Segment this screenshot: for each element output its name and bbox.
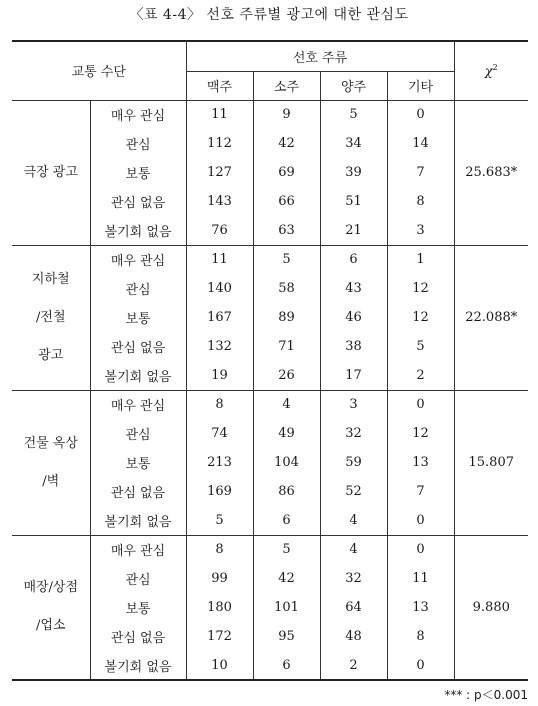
count-cell: 11: [186, 245, 253, 274]
count-cell: 167: [186, 303, 253, 332]
table-row: [12, 593, 528, 622]
count-cell: 49: [253, 419, 320, 448]
count-cell: 10: [186, 651, 253, 680]
table-row: [12, 303, 528, 332]
count-cell: 59: [320, 448, 387, 477]
mode-label-line: 극장 광고: [23, 164, 78, 180]
mode-label: [12, 390, 90, 535]
count-cell: 143: [186, 187, 253, 216]
count-cell: 43: [320, 274, 387, 303]
count-cell: 48: [320, 622, 387, 651]
count-cell: 1: [387, 245, 454, 274]
count-cell: 3: [416, 222, 425, 238]
interest-level-label: 관심: [90, 564, 186, 593]
count-cell: 0: [416, 512, 425, 528]
mode-label: [12, 245, 90, 390]
count-cell: 13: [412, 600, 429, 615]
count-cell: 132: [186, 332, 253, 361]
count-cell: 19: [186, 361, 253, 390]
count-cell: 12: [412, 281, 429, 296]
count-cell: 172: [186, 622, 253, 651]
table-row: [12, 506, 528, 535]
count-cell: 32: [320, 564, 387, 593]
table-row: [12, 245, 528, 274]
header-mode: 교통 수단: [12, 41, 186, 100]
table-row: [12, 564, 528, 593]
mode-label-line: /벽: [42, 473, 60, 489]
header-preference: 선호 주류: [186, 41, 454, 71]
interest-level-label: 관심: [90, 419, 186, 448]
chi-square-value: 9.880: [454, 535, 528, 680]
count-cell: 8: [186, 390, 253, 419]
count-cell: 5: [416, 339, 425, 354]
count-cell: 63: [253, 216, 320, 245]
count-cell: 5: [253, 535, 320, 564]
count-cell: 86: [253, 477, 320, 506]
count-cell: 5: [253, 245, 320, 274]
mode-label-line: 매장/상점: [23, 580, 79, 596]
interest-level-label: 보통: [90, 303, 186, 332]
table-row: [12, 187, 528, 216]
count-cell: 66: [253, 187, 320, 216]
interest-level-label: 보통: [90, 593, 186, 622]
interest-level-label: 관심 없음: [90, 187, 186, 216]
chi-square-value: 22.088*: [454, 245, 528, 390]
col-header-soju: 소주: [253, 71, 320, 100]
count-cell: 140: [186, 274, 253, 303]
count-cell: 6: [253, 506, 320, 535]
count-cell: 69: [253, 158, 320, 187]
count-cell: 6: [253, 651, 320, 680]
interest-level-label: 관심 없음: [90, 332, 186, 361]
count-cell: 12: [412, 310, 429, 325]
table-row: [12, 390, 528, 419]
chi-square-value: 15.807: [454, 390, 528, 535]
col-header-beer: 맥주: [186, 71, 253, 100]
table-row: [12, 216, 528, 245]
count-cell: 6: [320, 245, 387, 274]
count-cell: 64: [320, 593, 387, 622]
count-cell: 11: [186, 100, 253, 129]
mode-label: [12, 100, 90, 245]
count-cell: 0: [387, 651, 454, 680]
count-cell: 8: [416, 629, 425, 644]
table-row: [12, 419, 528, 448]
table-row: [12, 477, 528, 506]
interest-table: [12, 40, 528, 681]
chi-symbol: χ: [484, 63, 493, 79]
count-cell: 71: [253, 332, 320, 361]
interest-level-label: 매우 관심: [90, 390, 186, 419]
count-cell: 4: [253, 390, 320, 419]
count-cell: 51: [320, 187, 387, 216]
table-row: [12, 129, 528, 158]
count-cell: 74: [186, 419, 253, 448]
interest-level-label: 관심 없음: [90, 477, 186, 506]
count-cell: 169: [186, 477, 253, 506]
interest-level-label: 볼기회 없음: [90, 216, 186, 245]
col-header-liquor: 양주: [320, 71, 387, 100]
count-cell: 95: [253, 622, 320, 651]
count-cell: 5: [320, 100, 387, 129]
interest-level-label: 볼기회 없음: [90, 651, 186, 680]
mode-label-line: 광고: [38, 347, 64, 363]
count-cell: 39: [320, 158, 387, 187]
table-row: [12, 448, 528, 477]
count-cell: 4: [320, 535, 387, 564]
interest-level-label: 관심 없음: [90, 622, 186, 651]
count-cell: 0: [416, 107, 425, 123]
count-cell: 2: [320, 651, 387, 680]
table-row: [12, 274, 528, 303]
count-cell: 42: [253, 564, 320, 593]
mode-label-line: /업소: [36, 618, 66, 634]
table-body: [12, 100, 528, 680]
count-cell: 89: [253, 303, 320, 332]
count-cell: 0: [387, 390, 454, 419]
count-cell: 8: [416, 194, 425, 209]
table-row: [12, 332, 528, 361]
count-cell: 8: [186, 535, 253, 564]
chi-superscript: 2: [492, 62, 498, 72]
col-header-other: 기타: [387, 71, 454, 100]
interest-level-label: 관심: [90, 129, 186, 158]
table-row: [12, 100, 528, 129]
count-cell: 52: [320, 477, 387, 506]
table-row: [12, 622, 528, 651]
interest-level-label: 관심: [90, 274, 186, 303]
count-cell: 32: [320, 419, 387, 448]
count-cell: 7: [416, 165, 425, 180]
interest-level-label: 매우 관심: [90, 100, 186, 129]
interest-level-label: 보통: [90, 448, 186, 477]
mode-label-line: 건물 옥상: [23, 435, 78, 451]
count-cell: 12: [412, 426, 429, 441]
count-cell: 26: [253, 361, 320, 390]
mode-label-line: 지하철: [31, 271, 70, 287]
table-row: [12, 535, 528, 564]
count-cell: 13: [412, 455, 429, 470]
count-cell: 3: [320, 390, 387, 419]
table-row: [12, 651, 528, 680]
table-row: [12, 158, 528, 187]
count-cell: 11: [412, 571, 429, 586]
count-cell: 2: [416, 367, 425, 383]
count-cell: 112: [186, 129, 253, 158]
mode-label-line: /전철: [36, 309, 66, 325]
table-row: [12, 361, 528, 390]
count-cell: 42: [253, 129, 320, 158]
mode-label: [12, 535, 90, 680]
count-cell: 99: [186, 564, 253, 593]
count-cell: 7: [416, 484, 425, 499]
count-cell: 17: [320, 361, 387, 390]
count-cell: 9: [253, 100, 320, 129]
count-cell: 180: [186, 593, 253, 622]
footnote: *** : p＜0.001: [444, 688, 528, 702]
count-cell: 38: [320, 332, 387, 361]
count-cell: 101: [253, 593, 320, 622]
count-cell: 58: [253, 274, 320, 303]
interest-level-label: 볼기회 없음: [90, 361, 186, 390]
chi-square-value: 25.683*: [454, 100, 528, 245]
count-cell: 127: [186, 158, 253, 187]
count-cell: 46: [320, 303, 387, 332]
count-cell: 34: [320, 129, 387, 158]
interest-level-label: 매우 관심: [90, 535, 186, 564]
count-cell: 213: [186, 448, 253, 477]
count-cell: 76: [186, 216, 253, 245]
count-cell: 5: [186, 506, 253, 535]
count-cell: 4: [320, 506, 387, 535]
count-cell: 21: [320, 216, 387, 245]
interest-level-label: 볼기회 없음: [90, 506, 186, 535]
count-cell: 14: [412, 136, 429, 151]
count-cell: 0: [387, 535, 454, 564]
count-cell: 104: [253, 448, 320, 477]
interest-level-label: 보통: [90, 158, 186, 187]
header-chi-square: [454, 41, 528, 100]
table-title: 〈표 4-4〉 선호 주류별 광고에 대한 관심도: [129, 7, 409, 23]
interest-level-label: 매우 관심: [90, 245, 186, 274]
